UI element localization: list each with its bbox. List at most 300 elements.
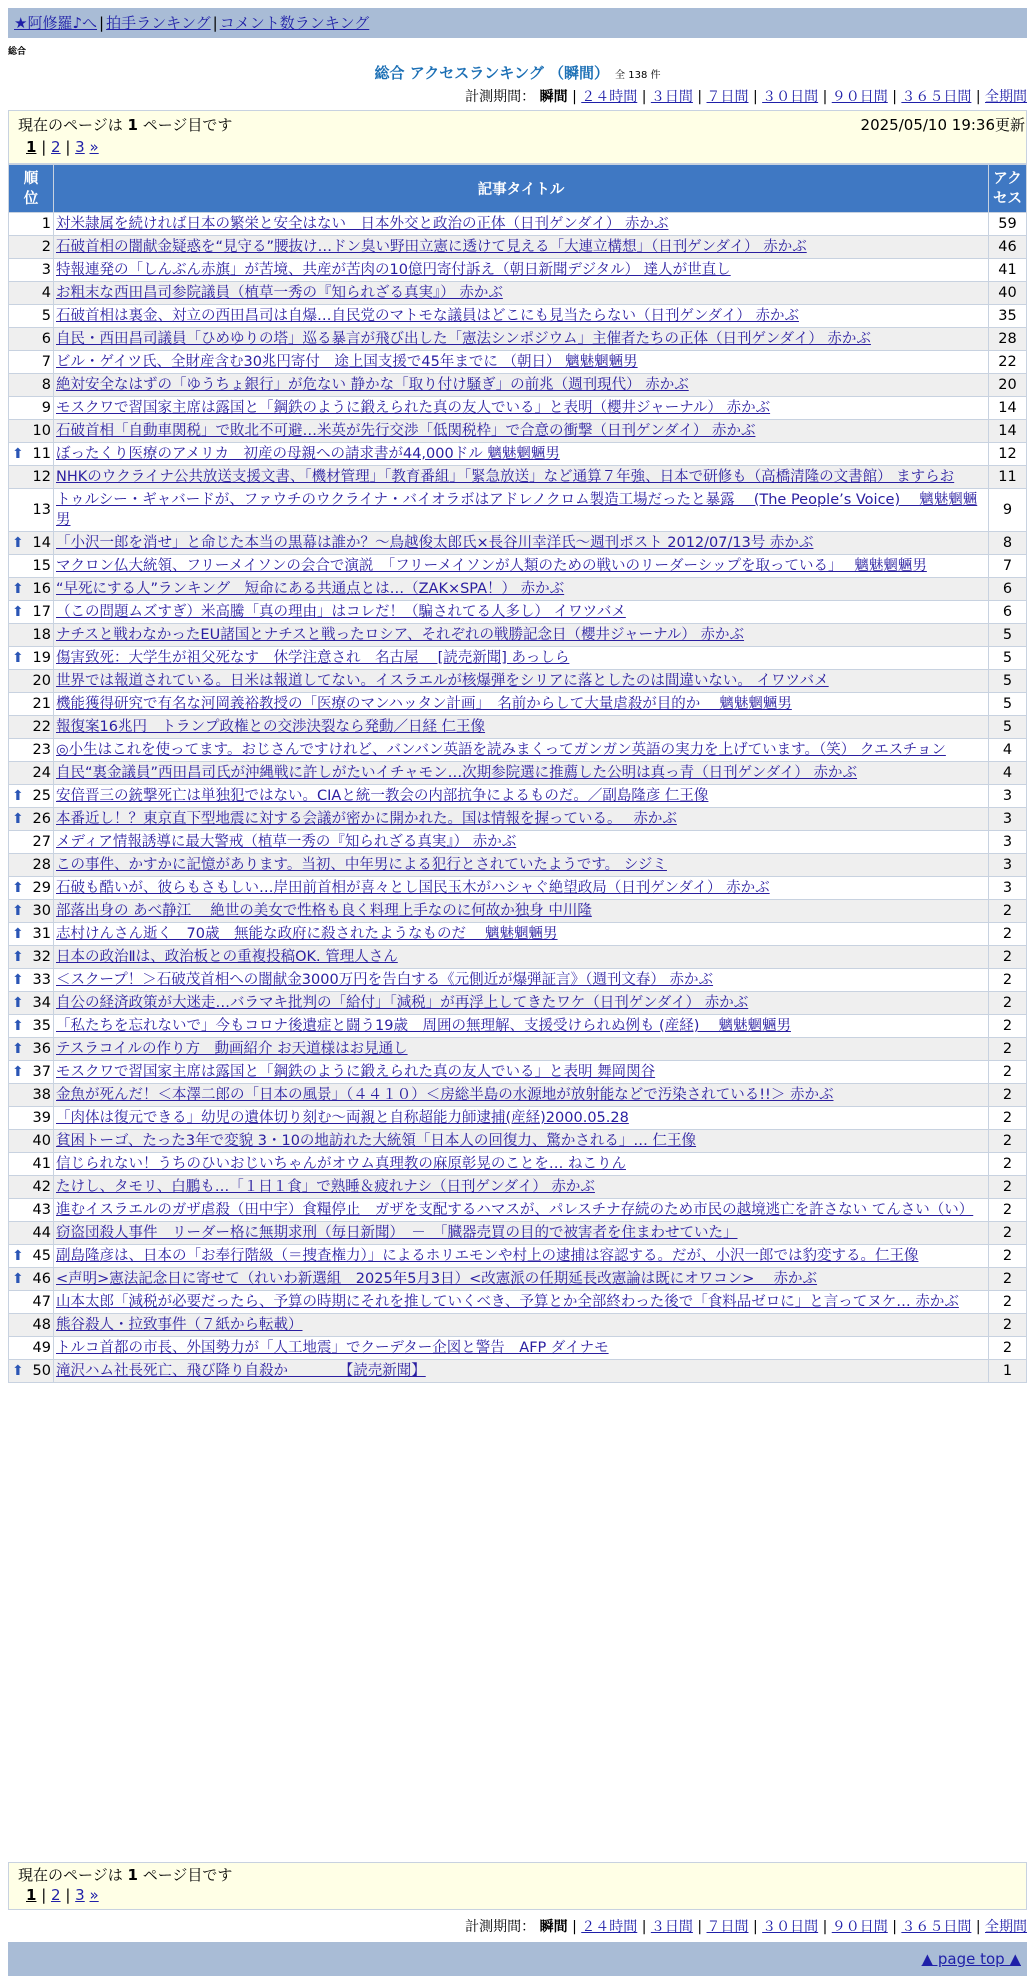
article-title-link[interactable]: <声明>憲法記念日に寄せて（れいわ新選組 2025年5月3日）<改憲派の任期延長改憲論は既にオワコン> 赤かぶ [56,1271,818,1287]
title-cell [54,236,989,259]
title-cell [54,1360,989,1383]
access-count: 40 [989,282,1027,305]
title-cell [54,466,989,489]
rank-number: 36 [32,1041,51,1057]
period-link-all[interactable]: 全期間 [985,89,1027,105]
title-cell [54,762,989,785]
title-cell [54,351,989,374]
article-title-link[interactable]: 部落出身の あべ静江 絶世の美女で性格も良く料理上手なのに何故か独身 中川隆 [56,903,592,919]
article-title-link[interactable]: 信じられない！うちのひいおじいちゃんがオウム真理教の麻原彰晃のことを… ねこりん [56,1156,626,1172]
rank-number: 14 [32,535,51,551]
period-link-3d[interactable]: ３日間 [650,89,693,105]
article-title-link[interactable]: お粗末な西田昌司参院議員（植草一秀の『知られざる真実』） 赤かぶ [56,285,503,301]
article-title-link[interactable]: モスクワで習国家主席は露国と「鋼鉄のように鍛えられた真の友人でいる」と表明 舞岡関谷 [56,1064,656,1080]
table-row [9,762,1027,785]
article-title-link[interactable]: 山本太郎「減税が必要だったら、予算の時期にそれを推していくべき、予算とか全部終わった後で「食料品ゼロに」と言ってヌケ… 赤かぶ [56,1294,959,1310]
title-cell [54,877,989,900]
access-count: 20 [989,374,1027,397]
page-title: 総合 アクセスランキング （瞬間） [374,64,610,82]
access-count: 2 [989,946,1027,969]
table-row [9,1107,1027,1130]
access-count: 2 [989,992,1027,1015]
nav-separator: | [212,14,218,32]
period-link-7d[interactable]: ７日間 [706,1919,749,1935]
rank-number: 23 [32,742,51,758]
access-count: 2 [989,1291,1027,1314]
title-cell [54,716,989,739]
article-title-link[interactable]: ナチスと戦わなかったEU諸国とナチスと戦ったロシア、それぞれの戦勝記念日（櫻井ジャーナル） 赤かぶ [56,627,745,643]
access-count: 3 [989,831,1027,854]
rank-cell [9,1130,54,1153]
rank-number: 10 [32,423,51,439]
page-info-top [18,114,232,135]
article-title-link[interactable]: 「私たちを忘れないで」今もコロナ後遺症と闘う19歳 周囲の無理解、支援受けられぬ例も (産経) 魑魅魍魎男 [56,1018,791,1034]
table-row [9,831,1027,854]
rank-cell [9,466,54,489]
rank-cell [9,877,54,900]
rank-number: 44 [32,1225,51,1241]
article-title-link[interactable]: ぼったくり医療のアメリカ 初産の母親への請求書が44,000ドル 魑魅魍魎男 [56,446,560,462]
title-cell [54,443,989,466]
rank-cell [9,1268,54,1291]
table-row [9,259,1027,282]
access-count: 5 [989,716,1027,739]
table-row [9,397,1027,420]
article-title-link[interactable]: 石破首相は裏金、対立の西田昌司は自爆…自民党のマトモな議員はどこにも見当たらない（日刊ゲンダイ） 赤かぶ [56,308,799,324]
rank-cell [9,236,54,259]
rank-number: 2 [41,239,51,255]
table-row [9,1291,1027,1314]
title-cell [54,601,989,624]
table-row [9,420,1027,443]
table-row [9,555,1027,578]
article-title-link[interactable]: 自民“裏金議員”西田昌司氏が沖縄戦に許しがたいイチャモン…次期参院選に推薦した公明は真っ青（日刊ゲンダイ） 赤かぶ [56,765,858,781]
rank-cell [9,624,54,647]
title-cell [54,969,989,992]
article-title-link[interactable]: 「小沢一郎を消せ」と命じた本当の黒幕は誰か？～鳥越俊太郎氏×長谷川幸洋氏～週刊ポスト 2012/07/13号 赤かぶ [56,535,814,551]
table-row [9,785,1027,808]
rank-cell [9,328,54,351]
article-title-link[interactable]: トゥルシー・ギャバードが、ファウチのウクライナ・バイオラボはアドレノクロム製造工場だったと暴露 (The People’s Voice) 魑魅魍魎男 [56,492,978,528]
pager-next[interactable]: » [89,138,99,156]
title-cell [54,397,989,420]
table-row [9,969,1027,992]
rank-number: 24 [32,765,51,781]
table-row [9,716,1027,739]
header-rank [9,165,54,213]
access-count: 35 [989,305,1027,328]
article-title-link[interactable]: 石破首相「自動車関税」で敗北不可避…米英が先行交渉「低関税枠」で合意の衝撃（日刊ゲンダイ） 赤かぶ [56,423,756,439]
article-title-link[interactable]: 世界では報道されている。日米は報道してない。イスラエルが核爆弾をシリアに落としたのは間違いない。 イワツバメ [56,673,829,689]
rank-number: 1 [41,216,51,232]
up-arrow-icon: ⬆ [12,1271,24,1287]
title-cell [54,282,989,305]
article-title-link[interactable]: 進むイスラエルのガザ虐殺（田中宇）食糧停止 ガザを支配するハマスが、パレスチナ存続のため市民の越境逃亡を許さない てんさい（い） [56,1202,974,1218]
title-cell [54,992,989,1015]
rank-number: 25 [32,788,51,804]
rank-cell [9,647,54,670]
pager-link-3[interactable]: 3 [75,1886,85,1904]
access-count: 2 [989,1015,1027,1038]
period-link-90d[interactable]: ９０日間 [831,89,888,105]
rank-cell [9,946,54,969]
title-cell [54,670,989,693]
pager-bottom: 1 | 2 | 3 » [26,1886,99,1904]
table-row [9,1130,1027,1153]
nav-separator: | [99,14,105,32]
article-title-link[interactable]: 石破も酷いが、彼らもさもしい…岸田前首相が喜々とし国民玉木がハシャぐ絶望政局（日刊ゲンダイ） 赤かぶ [56,880,770,896]
article-title-link[interactable]: 機能獲得研究で有名な河岡義裕教授の「医療のマンハッタン計画」 名前からして大量虐殺が目的か 魑魅魍魎男 [56,696,792,712]
article-title-link[interactable]: モスクワで習国家主席は露国と「鋼鉄のように鍛えられた真の友人でいる」と表明（櫻井ジャーナル） 赤かぶ [56,400,771,416]
rank-number: 38 [32,1087,51,1103]
article-title-link[interactable]: この事件、かすかに記憶があります。当初、中年男による犯行とされていたようです。 シジミ [56,857,667,873]
article-title-link[interactable]: 傷害致死：大学生が祖父死なす 休学注意され 名古屋 [読売新聞] あっしら [56,650,570,666]
up-arrow-icon: ⬆ [12,811,24,827]
access-count: 2 [989,1268,1027,1291]
period-link-24h[interactable]: ２４時間 [581,1919,638,1935]
access-count: 14 [989,420,1027,443]
access-count: 46 [989,236,1027,259]
period-link-24h[interactable]: ２４時間 [581,89,638,105]
article-title-link[interactable]: 貧困トーゴ、たった3年で変貌 3・10の地訪れた大統領「日本人の回復力、驚かされる」… 仁王像 [56,1133,697,1149]
title-cell [54,831,989,854]
table-row [9,923,1027,946]
title-cell [54,647,989,670]
rank-cell [9,351,54,374]
table-row [9,489,1027,532]
rank-cell [9,259,54,282]
period-link-365d[interactable]: ３６５日間 [901,89,972,105]
article-title-link[interactable]: ◎小生はこれを使ってます。おじさんですけれど、バンバン英語を読みまくってガンガン英語の実力を上げています。（笑） クエスチョン [56,742,946,758]
table-row [9,1222,1027,1245]
rank-number: 37 [32,1064,51,1080]
rank-number: 22 [32,719,51,735]
article-title-link[interactable]: 「肉体は復元できる」幼児の遺体切り刻む～両親と自称超能力師逮捕(産経)2000.05.28 [56,1110,629,1126]
article-title-link[interactable]: NHKのウクライナ公共放送支援文書、「機材管理」「教育番組」「緊急放送」など通算７年強、日本で研修も（高橋清隆の文書館） ますらお [56,469,955,485]
title-cell [54,555,989,578]
article-title-link[interactable]: 絶対安全なはずの「ゆうちょ銀行」が危ない 静かな「取り付け騒ぎ」の前兆（週刊現代） 赤かぶ [56,377,689,393]
period-selector-bottom: 計測期間： 瞬間 | ２４時間 | ３日間 | ７日間 | ３０日間 | ９０日間 | ３６５日間 | 全期間 [465,1919,1027,1935]
article-title-link[interactable]: ビル・ゲイツ氏、全財産含む30兆円寄付 途上国支援で45年までに （朝日） 魑魅魍魎男 [56,354,638,370]
period-link-30d[interactable]: ３０日間 [762,89,819,105]
title-cell [54,1199,989,1222]
up-arrow-icon: ⬆ [12,926,24,942]
rank-cell [9,1084,54,1107]
period-link-all[interactable]: 全期間 [985,1919,1027,1935]
up-arrow-icon: ⬆ [12,880,24,896]
table-row [9,1038,1027,1061]
access-count: 8 [989,532,1027,555]
title-cell [54,1176,989,1199]
period-link-3d[interactable]: ３日間 [650,1919,693,1935]
rank-number: 17 [32,604,51,620]
table-row [9,532,1027,555]
up-arrow-icon: ⬆ [12,1248,24,1264]
access-count: 22 [989,351,1027,374]
article-title-link[interactable]: 本番近し！？東京直下型地震に対する会議が密かに開かれた。国は情報を握っている。 赤かぶ [56,811,677,827]
rank-cell [9,1291,54,1314]
access-count: 59 [989,213,1027,236]
period-current: 瞬間 [539,1919,568,1935]
page-info-text: 現在のページは [18,1866,128,1884]
rank-number: 5 [41,308,51,324]
rank-cell [9,1360,54,1383]
article-title-link[interactable]: たけし、タモリ、白鵬も…「１日１食」で熟睡＆疲れナシ（日刊ゲンダイ） 赤かぶ [56,1179,595,1195]
table-row [9,992,1027,1015]
table-row [9,1268,1027,1291]
article-title-link[interactable]: 自民・西田昌司議員「ひめゆりの塔」巡る暴言が飛び出した「憲法シンポジウム」主催者たちの正体（日刊ゲンダイ） 赤かぶ [56,331,871,347]
article-title-link[interactable]: 日本の政治Ⅱは、政治板との重複投稿OK. 管理人さん [56,949,398,965]
article-title-link[interactable]: 滝沢ハム社長死亡、飛び降り自殺か 【読売新聞】 [56,1363,426,1379]
period-link-365d[interactable]: ３６５日間 [901,1919,972,1935]
rank-number: 31 [32,926,51,942]
article-title-link[interactable]: 金魚が死んだ！＜本澤二郎の「日本の風景」（４４１０）＜房総半島の水源地が放射能などで汚染されている!!＞ 赤かぶ [56,1087,834,1103]
article-title-link[interactable]: （この問題ムズすぎ）米高騰「真の理由」はコレだ！（騙されてる人多し） イワツバメ [56,604,626,620]
page-top-link[interactable]: ▲ page top ▲ [921,1950,1021,1968]
table-row [9,877,1027,900]
article-title-link[interactable]: 志村けんさん逝く 70歳 無能な政府に殺されたようなものだ 魑魅魍魎男 [56,926,558,942]
top-nav [8,8,1027,38]
period-current: 瞬間 [539,89,568,105]
rank-cell [9,1176,54,1199]
rank-number: 15 [32,558,51,574]
table-row [9,213,1027,236]
title-cell [54,1038,989,1061]
title-cell [54,1107,989,1130]
total-count: 全 138 件 [615,70,661,81]
rank-number: 7 [41,354,51,370]
title-cell [54,785,989,808]
access-count: 14 [989,397,1027,420]
article-title-link[interactable]: 対米隷属を続ければ日本の繁栄と安全はない 日本外交と政治の正体（日刊ゲンダイ） 赤かぶ [56,216,669,232]
rank-cell [9,578,54,601]
rank-number: 8 [41,377,51,393]
title-cell [54,1153,989,1176]
nav-home-link[interactable]: ★阿修羅♪へ [14,14,98,32]
title-cell [54,420,989,443]
access-count: 2 [989,1038,1027,1061]
article-title-link[interactable]: 熊谷殺人・拉致事件（７紙から転載） [56,1317,303,1333]
rank-cell [9,1061,54,1084]
table-row [9,443,1027,466]
rank-number: 48 [32,1317,51,1333]
article-title-link[interactable]: 報復案16兆円 トランプ政権との交渉決裂なら発動／日経 仁王像 [56,719,486,735]
title-cell [54,1314,989,1337]
pager-top: 1 | 2 | 3 » [26,138,99,156]
rank-number: 21 [32,696,51,712]
title-cell [54,808,989,831]
rank-number: 40 [32,1133,51,1149]
rank-number: 33 [32,972,51,988]
table-row [9,647,1027,670]
rank-cell [9,739,54,762]
rank-number: 4 [41,285,51,301]
access-count: 5 [989,624,1027,647]
title-cell [54,1084,989,1107]
page-title-line [0,62,1035,83]
rank-cell [9,1153,54,1176]
rank-cell [9,1314,54,1337]
table-row [9,1176,1027,1199]
table-row [9,1084,1027,1107]
access-count: 2 [989,969,1027,992]
rank-cell [9,1015,54,1038]
article-title-link[interactable]: 自公の経済政策が大迷走…バラマキ批判の「給付」「減税」が再浮上してきたワケ（日刊ゲンダイ） 赤かぶ [56,995,749,1011]
access-count: 2 [989,900,1027,923]
access-count: 6 [989,578,1027,601]
article-title-link[interactable]: マクロン仏大統領、フリーメイソンの会合で演説 「フリーメイソンが人類のための戦いのリーダーシップを取っている」 魑魅魍魎男 [56,558,927,574]
access-count: 11 [989,466,1027,489]
section-label: 総合 [8,47,27,57]
table-row [9,328,1027,351]
pager-link-3[interactable]: 3 [75,138,85,156]
table-row [9,601,1027,624]
access-count: 3 [989,808,1027,831]
rank-number: 50 [32,1363,51,1379]
rank-cell [9,601,54,624]
article-title-link[interactable]: 石破首相の闇献金疑惑を“見守る”腰抜け…ドン臭い野田立憲に透けて見える「大連立構想」（日刊ゲンダイ） 赤かぶ [56,239,807,255]
title-cell [54,624,989,647]
title-cell [54,1061,989,1084]
article-title-link[interactable]: メディア情報誘導に最大警戒（植草一秀の『知られざる真実』） 赤かぶ [56,834,517,850]
page-info-bottom [18,1864,232,1885]
rank-cell [9,1038,54,1061]
rank-cell [9,1337,54,1360]
title-cell [54,1130,989,1153]
rank-number: 11 [32,446,51,462]
rank-number: 13 [32,502,51,518]
article-title-link[interactable]: ＜スクープ！＞石破茂首相への闇献金3000万円を告白する《元側近が爆弾証言》（週刊文春） 赤かぶ [56,972,714,988]
rank-cell [9,1222,54,1245]
title-cell [54,739,989,762]
access-count: 5 [989,647,1027,670]
rank-number: 41 [32,1156,51,1172]
article-title-link[interactable]: 安倍晋三の銃撃死亡は単独犯ではない。CIAと統一教会の内部抗争によるものだ。／副島隆彦 仁王像 [56,788,709,804]
rank-cell [9,213,54,236]
period-link-7d[interactable]: ７日間 [706,89,749,105]
pager-link-2[interactable]: 2 [51,138,61,156]
article-title-link[interactable]: テスラコイルの作り方 動画紹介 お天道様はお見通し [56,1041,408,1057]
access-count: 2 [989,1245,1027,1268]
table-row [9,1337,1027,1360]
access-count: 7 [989,555,1027,578]
access-count: 2 [989,1199,1027,1222]
page-info-text: 現在のページは [18,116,128,134]
access-count: 12 [989,443,1027,466]
rank-number: 49 [32,1340,51,1356]
up-arrow-icon: ⬆ [12,972,24,988]
rank-number: 32 [32,949,51,965]
rank-number: 47 [32,1294,51,1310]
up-arrow-icon: ⬆ [12,604,24,620]
rank-number: 43 [32,1202,51,1218]
access-count: 5 [989,693,1027,716]
up-arrow-icon: ⬆ [12,1018,24,1034]
rank-cell [9,831,54,854]
rank-number: 42 [32,1179,51,1195]
rank-cell [9,489,54,532]
rank-cell [9,282,54,305]
table-row [9,1199,1027,1222]
rank-number: 3 [41,262,51,278]
rank-number: 30 [32,903,51,919]
rank-number: 34 [32,995,51,1011]
access-count: 6 [989,601,1027,624]
access-count: 2 [989,1176,1027,1199]
pager-link-2[interactable]: 2 [51,1886,61,1904]
article-title-link[interactable]: トルコ首都の市長、外国勢力が「人工地震」でクーデター企図と警告 AFP ダイナモ [56,1340,609,1356]
access-count: 2 [989,1153,1027,1176]
table-row [9,1015,1027,1038]
article-title-link[interactable]: 副島隆彦は、日本の「お奉行階級（＝捜査権力）」によるホリエモンや村上の逮捕は容認する。だが、小沢一郎では豹変する。仁王像 [56,1248,919,1264]
table-row [9,808,1027,831]
up-arrow-icon: ⬆ [12,1041,24,1057]
ranking-table [8,164,1027,1383]
article-title-link[interactable]: 特報連発の「しんぶん赤旗」が苦境、共産が苦肉の10億円寄付訴え（朝日新聞デジタル） 達人が世直し [56,262,731,278]
nav-applause-ranking-link[interactable]: 拍手ランキング [106,14,211,32]
access-count: 2 [989,1130,1027,1153]
title-cell [54,1222,989,1245]
access-count: 2 [989,1337,1027,1360]
rank-cell [9,443,54,466]
table-row [9,282,1027,305]
period-link-90d[interactable]: ９０日間 [831,1919,888,1935]
rank-cell [9,420,54,443]
up-arrow-icon: ⬆ [12,535,24,551]
rank-cell [9,762,54,785]
rank-cell [9,808,54,831]
period-link-30d[interactable]: ３０日間 [762,1919,819,1935]
rank-number: 16 [32,581,51,597]
rank-number: 46 [32,1271,51,1287]
table-row [9,578,1027,601]
title-cell [54,305,989,328]
rank-cell [9,969,54,992]
rank-number: 18 [32,627,51,643]
up-arrow-icon: ⬆ [12,949,24,965]
title-cell [54,489,989,532]
header-count [989,165,1027,213]
period-selector-top: 計測期間： 瞬間 | ２４時間 | ３日間 | ７日間 | ３０日間 | ９０日間 | ３６５日間 | 全期間 [465,89,1027,105]
table-row [9,739,1027,762]
rank-number: 35 [32,1018,51,1034]
rank-number: 28 [32,857,51,873]
rank-cell [9,900,54,923]
rank-cell [9,992,54,1015]
pager-next[interactable]: » [89,1886,99,1904]
up-arrow-icon: ⬆ [12,903,24,919]
rank-number: 20 [32,673,51,689]
title-cell [54,900,989,923]
article-title-link[interactable]: “早死にする人”ランキング 短命にある共通点とは…（ZAK×SPA！） 赤かぶ [56,581,565,597]
access-count: 1 [989,1360,1027,1383]
article-title-link[interactable]: 窃盗団殺人事件 リーダー格に無期求刑（毎日新聞） － 「臓器売買の目的で被害者を住まわせていた」 [56,1225,738,1241]
title-cell [54,923,989,946]
header-count-label: アクセス [993,170,1022,207]
table-row [9,374,1027,397]
access-count: 28 [989,328,1027,351]
rank-number: 29 [32,880,51,896]
pager-current: 1 [26,138,37,156]
nav-comment-ranking-link[interactable]: コメント数ランキング [219,14,370,32]
title-cell [54,259,989,282]
page-info-text: ページ目です [137,1866,233,1884]
table-header-row [9,165,1027,213]
rank-number: 19 [32,650,51,666]
access-count: 5 [989,670,1027,693]
ranking-body [9,213,1027,1383]
title-cell [54,532,989,555]
